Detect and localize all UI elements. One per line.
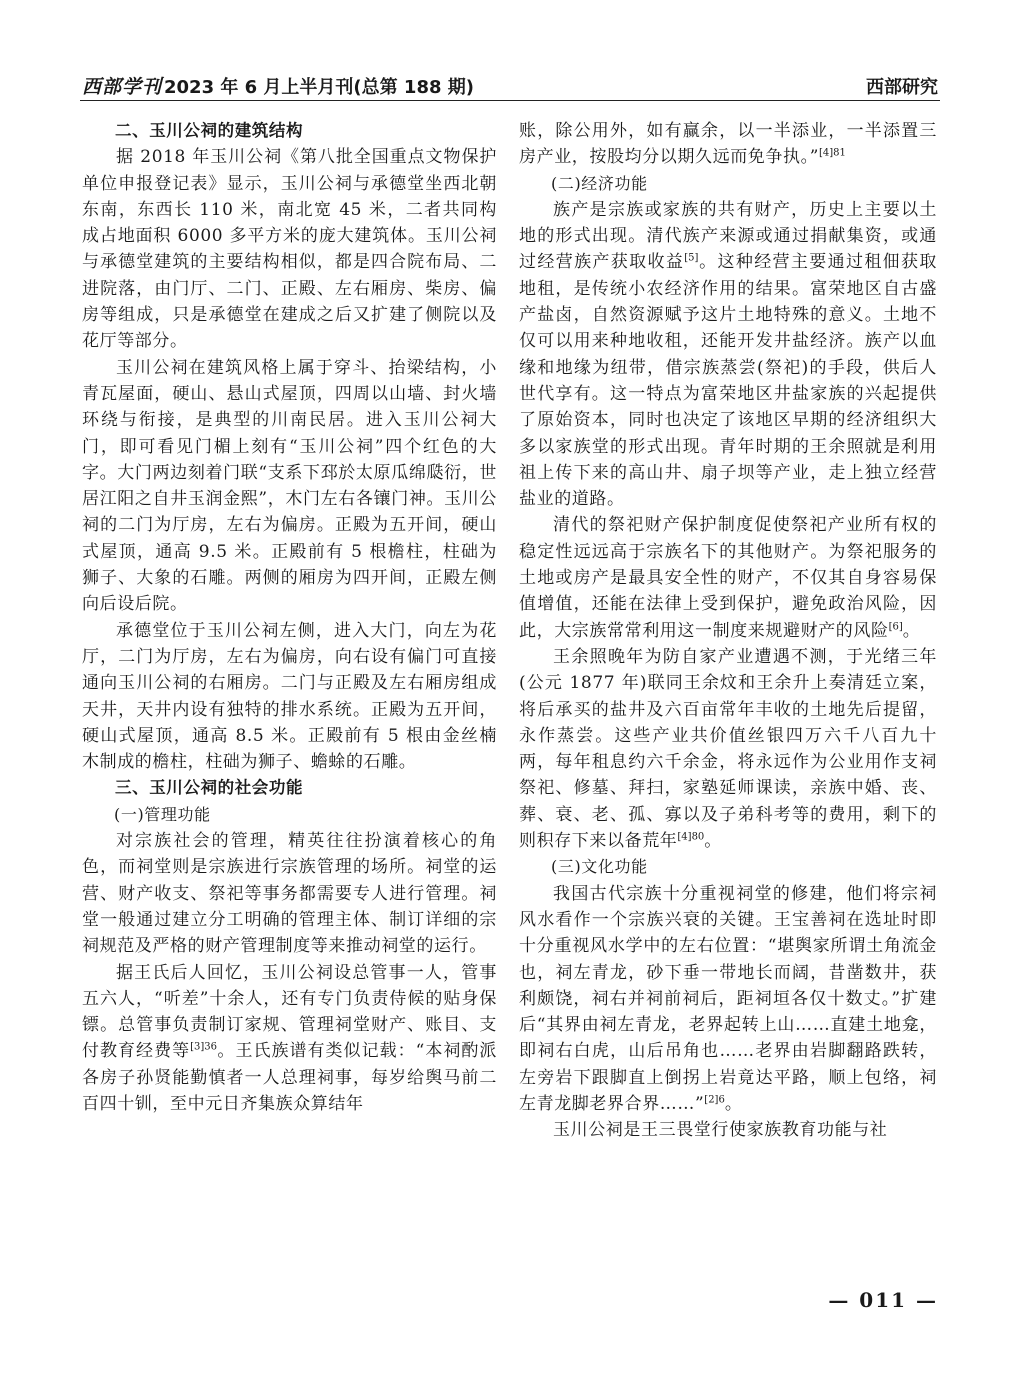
paragraph-text: (一)管理功能 <box>114 804 211 824</box>
paragraph-text: 二、玉川公祠的建筑结构 <box>115 121 304 140</box>
paragraph-text: 我国古代宗族十分重视祠堂的修建，他们将宗祠风水看作一个宗族兴衰的关键。王宝善祠在选址时即十分重视风水学中的左右位置：“堪舆家所谓土角流金也，祠左青龙，砂下垂一带地长而阔，昔凿数井，获利颇饶，祠右并祠前祠后，距祠垣各仅十数丈。”扩建后“其界由祠左青龙，老界起转上山……直建土地龛，即祠右白虎，山后吊角也……老界由岩脚翻路跌转，左旁岩下跟脚直上倒拐上岩竟达平路，顺上包络，祠左青龙脚老界合界……” <box>519 883 937 1114</box>
citation: [2]6 <box>704 1094 725 1106</box>
subsection-heading <box>519 171 937 197</box>
paragraph-text: 三、玉川公祠的社会功能 <box>115 778 304 798</box>
running-header <box>82 72 938 98</box>
paragraph-text: 玉川公祠在建筑风格上属于穿斗、抬梁结构，小青瓦屋面，硬山、悬山式屋顶，四周以山墙、封火墙环绕与衔接，是典型的川南民居。进入玉川公祠大门，即可看见门楣上刻有“玉川公祠”四个红色的大字。大门两边刻着门联“支系下邳於太原瓜绵瓞衍，世居江阳之自井玉润金熙”，木门左右各镶门神。玉川公祠的二门为厅房，左右为偏房。正殿为五开间，硬山式屋顶，通高 9.5 米。正殿前有 5 根檐柱，柱础为狮子、大象的石雕。两侧的厢房为四开间，正殿左侧向后设后院。 <box>82 357 497 615</box>
section-name: 西部研究 <box>866 77 938 98</box>
paragraph <box>82 618 497 776</box>
header-rule <box>80 100 940 101</box>
paragraph <box>82 144 497 354</box>
right-column <box>519 118 937 1144</box>
paragraph-text: 承德堂位于玉川公祠左侧，进入大门，向左为花厅，二门为厅房，左右为偏房，向右设有偏门可直接通向玉川公祠的右厢房。二门与正殿及左右厢房组成天井，天井内设有独特的排水系统。正殿为五开间，硬山式屋顶，通高 8.5 米。正殿前有 5 根由金丝楠木制成的檐柱，柱础为狮子、蟾蜍的石雕。 <box>82 620 497 773</box>
paragraph-text: 账，除公用外，如有赢余，以一半添业，一半添置三房产业，按股均分以期久远而免争执。” <box>519 121 937 168</box>
citation: [3]36 <box>190 1041 218 1053</box>
subsection-heading <box>519 854 937 880</box>
paragraph-text: 族产是宗族或家族的共有财产，历史上主要以土地的形式出现。清代族产来源或通过捐献集资，或通过经营族产获取收益 <box>519 199 937 273</box>
paragraph <box>519 1117 937 1143</box>
paragraph-text-tail: 。这种经营主要通过租佃获取地租，是传统小农经济作用的结果。富荣地区自古盛产盐卤，自然资源赋予这片土地特殊的意义。土地不仅可以用来种地收租，还能开发井盐经济。族产以血缘和地缘为纽带，借宗族蒸尝(祭祀)的手段，供后人世代享有。这一特点为富荣地区井盐家族的兴起提供了原始资本，同时也决定了该地区早期的经济组织大多以家族堂的形式出现。青年时期的王余照就是利用祖上传下来的高山井、扇子坝等产业，走上独立经营盐业的道路。 <box>519 252 937 510</box>
paragraph-text-tail: 。 <box>704 831 722 852</box>
paragraph-text-tail: 。王氏族谱有类似记载：“本祠酌派各房子孙贤能勤慎者一人总理祠事，每岁给舆马前二百四十钏，至中元日齐集族众算结年 <box>82 1041 497 1114</box>
citation: [4]81 <box>819 147 846 159</box>
paragraph <box>82 828 497 959</box>
paragraph-text: 清代的祭祀财产保护制度促使祭祀产业所有权的稳定性远远高于宗族名下的其他财产。为祭祀服务的土地或房产是最具安全性的财产，不仅其自身容易保值增值，还能在法律上受到保护，避免政治风险，因此，大宗族常常利用这一制度来规避财产的风险 <box>519 515 937 641</box>
paragraph-text: 玉川公祠是王三畏堂行使家族教育功能与社 <box>553 1120 888 1141</box>
paragraph-text-tail: 。 <box>724 1093 743 1114</box>
issue-info: 2023 年 6 月上半月刊(总第 188 期) <box>164 77 474 98</box>
paragraph-text: 王余照晚年为防自家产业遭遇不测，于光绪三年(公元 1877 年)联同王余炆和王余升上奏清廷立案，将后承买的盐井及六百亩常年丰收的土地先后提留，永作蒸尝。这些产业共价值丝银四万六千八百九十两，每年租息约六千余金，将永远作为公业用作支祠祭祀、修墓、拜扫，家塾延师课读，亲族中婚、丧、葬、衰、老、孤、寡以及子弟科考等的费用，剩下的则积存下来以备荒年 <box>519 646 937 852</box>
citation: [5] <box>684 252 699 264</box>
paragraph-text: (三)文化功能 <box>551 857 648 877</box>
paragraph <box>519 644 937 854</box>
paragraph-text-tail: 。 <box>902 620 921 641</box>
section-heading <box>82 775 497 801</box>
paragraph <box>519 197 937 513</box>
paragraph <box>82 960 497 1118</box>
citation: [4]80 <box>677 831 705 843</box>
paragraph-text: 据王氏后人回忆，玉川公祠设总管事一人，管事五六人，“听差”十余人，还有专门负责侍候的贴身保镖。总管事负责制订家规、管理祠堂财产、账目、支付教育经费等 <box>82 962 497 1062</box>
subsection-heading <box>82 802 497 828</box>
page-number: — 011 — <box>828 1288 938 1312</box>
paragraph <box>519 881 937 1118</box>
paragraph-text: 对宗族社会的管理，精英往往扮演着核心的角色，而祠堂则是宗族进行宗族管理的场所。祠堂的运营、财产收支、祭祀等事务都需要专人进行管理。祠堂一般通过建立分工明确的管理主体、制订详细的宗祠规范及严格的财产管理制度等来推动祠堂的运行。 <box>82 831 497 957</box>
section-heading <box>82 118 497 144</box>
journal-logo: 西部学刊 <box>82 76 163 98</box>
paragraph-text: (二)经济功能 <box>551 173 648 193</box>
paragraph-text: 据 2018 年玉川公祠《第八批全国重点文物保护单位申报登记表》显示，玉川公祠与承德堂坐西北朝东南，东西长 110 米，南北宽 45 米，二者共同构成占地面积 6000 多平方米的庞大建筑体。玉川公祠与承德堂建筑的主要结构相似，都是四合院布局、二进院落，由门厅、二门、正殿、左右厢房、柴房、偏房等组成，只是承德堂在建成之后又扩建了侧院以及花厅等部分。 <box>82 147 497 352</box>
paragraph <box>519 118 937 171</box>
paragraph <box>519 512 937 643</box>
citation: [6] <box>888 620 903 632</box>
paragraph <box>82 355 497 618</box>
left-column <box>82 118 497 1117</box>
